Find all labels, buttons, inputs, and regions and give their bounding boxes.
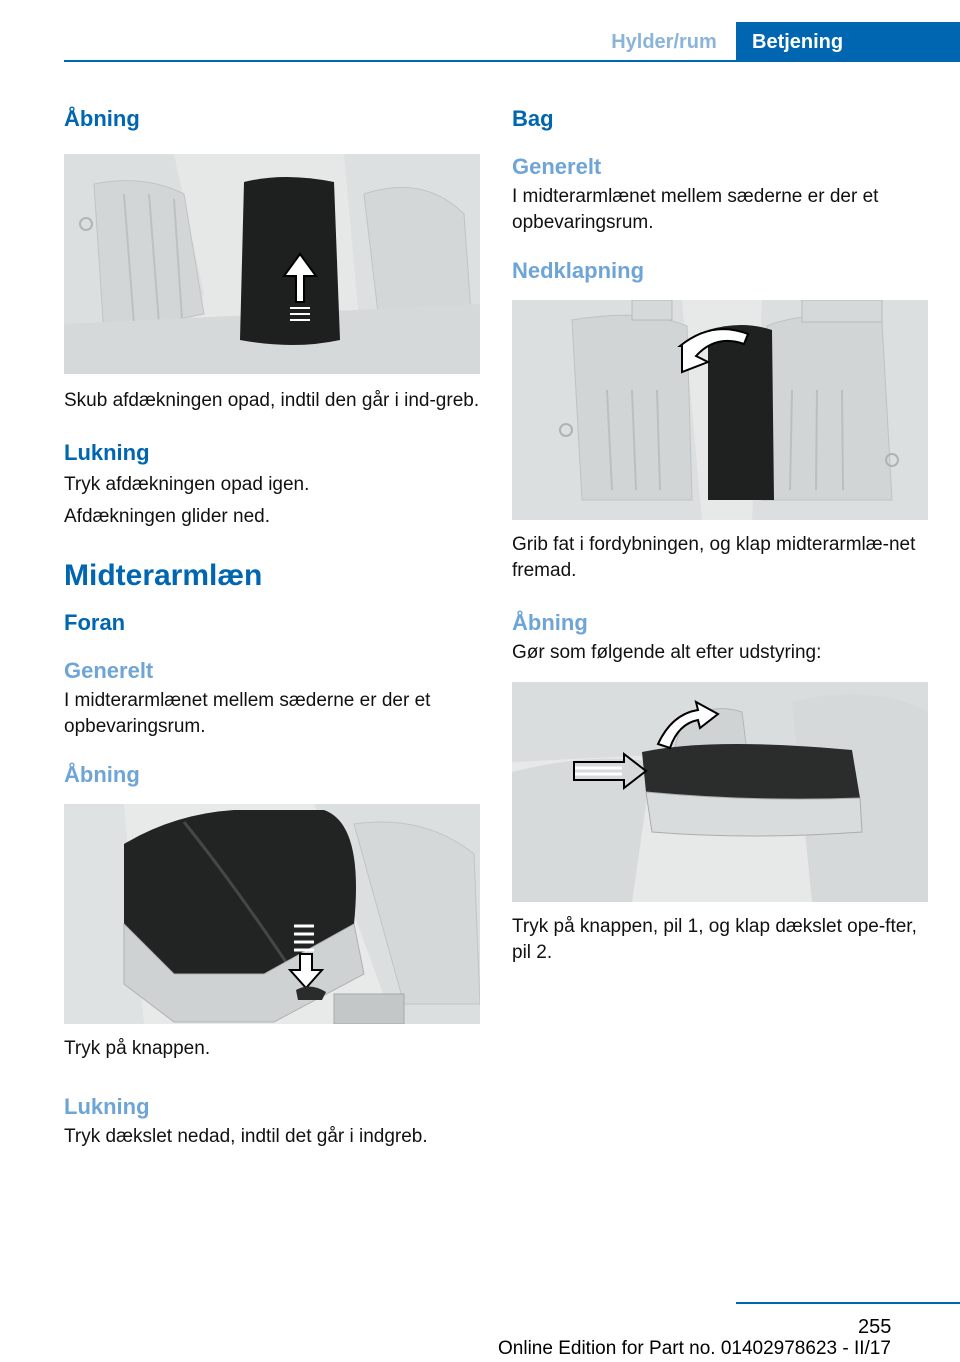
heading-generelt-bag: Generelt — [512, 154, 602, 179]
header-rule — [64, 60, 960, 62]
heading-nedklapning: Nedklapning — [512, 258, 645, 283]
page-number: 255 — [858, 1316, 892, 1338]
illustration-front-armrest — [64, 804, 480, 1024]
tab-section: Hylder/rum — [611, 31, 717, 53]
illustration-rear-armrest-open — [512, 682, 928, 902]
text-grib: Grib fat i fordybningen, og klap midterarmlæ-net fremad. — [512, 534, 916, 581]
heading-midterarmlaen: Midterarmlæn — [64, 559, 263, 592]
tab-chapter: Betjening — [736, 22, 960, 62]
heading-bag: Bag — [512, 106, 554, 131]
text-skub: Skub afdækningen opad, indtil den går i ind-greb. — [64, 390, 480, 411]
text-glider-ned: Afdækningen glider ned. — [64, 506, 270, 527]
heading-aabning-foran: Åbning — [64, 762, 140, 787]
heading-foran: Foran — [64, 610, 126, 635]
text-tryk-pil: Tryk på knappen, pil 1, og klap dækslet ope-fter, pil 2. — [512, 916, 917, 963]
right-column — [512, 96, 928, 966]
text-tryk-opad: Tryk afdækningen opad igen. — [64, 474, 310, 495]
heading-generelt: Generelt — [64, 658, 154, 683]
text-generelt: I midterarmlænet mellem sæderne er der et opbevaringsrum. — [64, 690, 431, 737]
edition-note: Online Edition for Part no. 01402978623 - II/17 — [498, 1338, 891, 1359]
heading-lukning-foran: Lukning — [64, 1094, 150, 1119]
heading-lukning: Lukning — [64, 440, 150, 465]
illustration-rear-hatch-open — [64, 154, 480, 374]
text-goer: Gør som følgende alt efter udstyring: — [512, 642, 822, 663]
text-generelt-bag: I midterarmlænet mellem sæderne er der et opbevaringsrum. — [512, 186, 879, 233]
left-column — [64, 96, 480, 1150]
heading-aabning: Åbning — [64, 106, 140, 131]
heading-aabning-bag: Åbning — [512, 610, 588, 635]
footer-rule — [736, 1302, 960, 1304]
text-tryk-daekslet: Tryk dækslet nedad, indtil det går i indgreb. — [64, 1126, 428, 1147]
illustration-rear-armrest-fold — [512, 300, 928, 520]
text-tryk-knappen: Tryk på knappen. — [64, 1038, 211, 1059]
